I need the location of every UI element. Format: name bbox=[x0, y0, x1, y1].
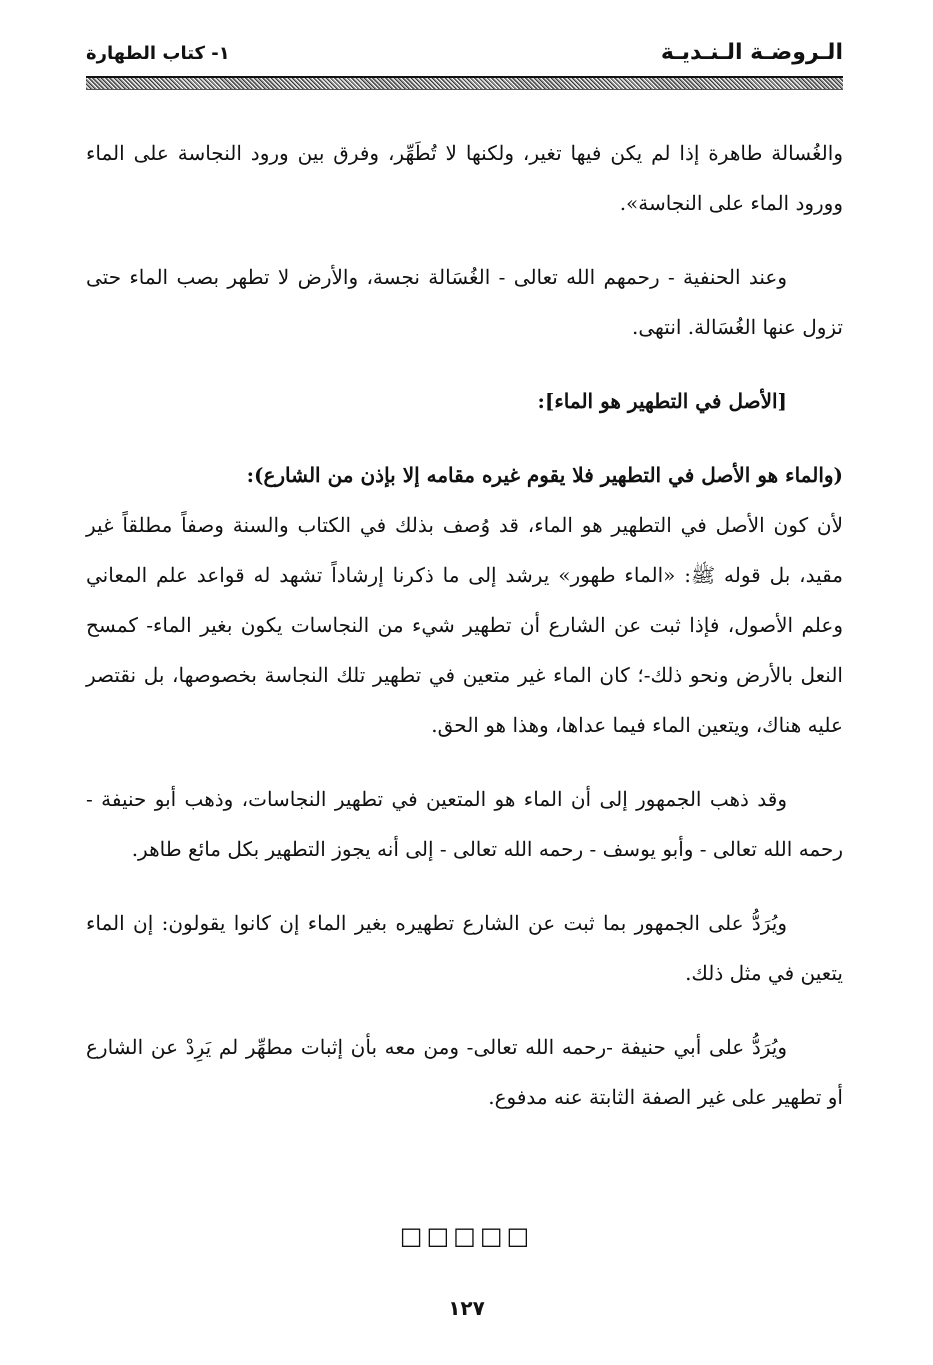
paragraph-3 bbox=[86, 450, 843, 750]
chapter-title: ١- كتاب الطهارة bbox=[86, 43, 230, 64]
paragraph-1: والغُسالة طاهرة إذا لم يكن فيها تغير، ولكنها لا تُطَهِّر، وفرق بين ورود النجاسة على الماء وورود الماء على النجاسة». bbox=[86, 141, 843, 215]
paragraph-5: ويُرَدُّ على الجمهور بما ثبت عن الشارع تطهيره بغير الماء إن كانوا يقولون: إن الماء يتعين في مثل ذلك. bbox=[86, 911, 843, 985]
header-rule bbox=[86, 76, 843, 90]
running-header bbox=[86, 40, 843, 66]
section-heading: [الأصل في التطهير هو الماء]: bbox=[537, 389, 787, 413]
paragraph-3-body: لأن كون الأصل في التطهير هو الماء، قد وُصف بذلك في الكتاب والسنة وصفاً مطلقاً غير مقيد، بل قوله ﷺ: «الماء طهور» يرشد إلى ما ذكرنا إرشاداً تشهد له قواعد علم المعاني وعلم الأصول، فإذا ثبت عن الشارع أن تطهير شيء من النجاسات يكون بغير الماء- كمسح النعل بالأرض ونحو ذلك-؛ كان الماء غير متعين في تطهير تلك النجاسة بخصوصها، بل نقتصر عليه هناك، ويتعين الماء فيما عداها، وهذا هو الحق. bbox=[86, 513, 843, 737]
paragraph-2: وعند الحنفية - رحمهم الله تعالى - الغُسَالة نجسة، والأرض لا تطهر بصب الماء حتى تزول عنها الغُسَالة. انتهى. bbox=[86, 265, 843, 339]
page-number: ١٢٧ bbox=[448, 1296, 485, 1320]
paragraph-4: وقد ذهب الجمهور إلى أن الماء هو المتعين في تطهير النجاسات، وذهب أبو حنيفة - رحمه الله تعالى - وأبو يوسف - رحمه الله تعالى - إلى أنه يجوز التطهير بكل مائع طاهر. bbox=[86, 787, 843, 861]
paragraph-3-lead: (والماء هو الأصل في التطهير فلا يقوم غيره مقامه إلا بإذن من الشارع): bbox=[246, 463, 843, 487]
paragraph-6: ويُرَدُّ على أبي حنيفة -رحمه الله تعالى- ومن معه بأن إثبات مطهِّر لم يَرِدْ عن الشارع أو تطهير على غير الصفة الثابتة عنه مدفوع. bbox=[86, 1035, 843, 1109]
section-end-ornament: □□□□□ bbox=[399, 1222, 534, 1250]
page-body bbox=[86, 128, 843, 1122]
book-title: الـروضـة الـنـديـة bbox=[660, 40, 843, 65]
